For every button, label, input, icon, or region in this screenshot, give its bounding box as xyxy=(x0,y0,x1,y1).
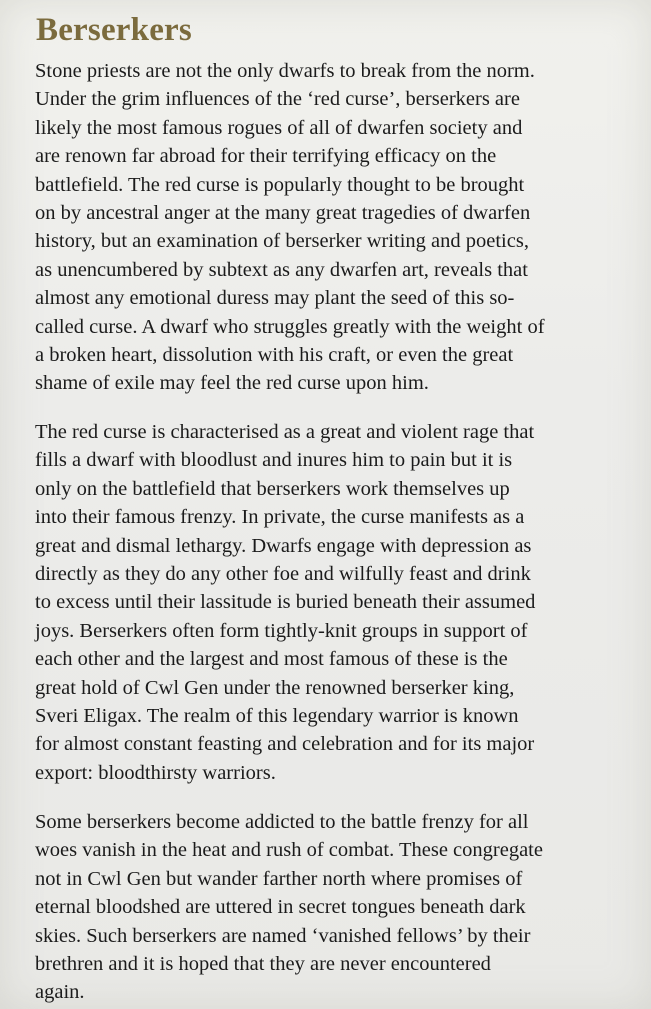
text-line: likely the most famous rogues of all of dwarfen society and xyxy=(35,116,523,139)
text-line: great and dismal lethargy. Dwarfs engage with depression as xyxy=(35,534,532,557)
text-line: brethren and it is hoped that they are never encountered xyxy=(35,953,491,976)
text-line: The red curse is characterised as a great and violent rage that xyxy=(35,421,535,443)
section-heading: Berserkers xyxy=(36,12,192,48)
paragraph-2 xyxy=(35,418,641,787)
text-line: directly as they do any other foe and wilfully feast and drink xyxy=(35,563,531,586)
text-line: for almost constant feasting and celebration and for its major xyxy=(35,733,535,756)
text-line: not in Cwl Gen but wander farther north where promises of xyxy=(35,867,523,890)
text-line: battlefield. The red curse is popularly thought to be brought xyxy=(35,173,525,196)
text-line: into their famous frenzy. In private, the curse manifests as a xyxy=(35,506,525,529)
text-line: fills a dwarf with bloodlust and inures him to pain but it is xyxy=(35,449,513,472)
text-line: great hold of Cwl Gen under the renowned berserker king, xyxy=(35,676,515,699)
text-line: almost any emotional duress may plant the seed of this so- xyxy=(35,287,515,310)
text-line: on by ancestral anger at the many great tragedies of dwarfen xyxy=(35,202,531,225)
text-line: joys. Berserkers often form tightly-knit groups in support of xyxy=(35,619,528,642)
text-line: only on the battlefield that berserkers work themselves up xyxy=(35,477,510,500)
text-line: shame of exile may feel the red curse upon him. xyxy=(35,372,429,395)
text-line: Sveri Eligax. The realm of this legendary warrior is known xyxy=(35,705,519,728)
text-line: called curse. A dwarf who struggles greatly with the weight of xyxy=(35,315,545,338)
text-line: to excess until their lassitude is buried beneath their assumed xyxy=(35,591,536,614)
text-line: export: bloodthirsty warriors. xyxy=(35,761,276,784)
text-line: Some berserkers become addicted to the battle frenzy for all xyxy=(35,811,529,833)
text-line: Under the grim influences of the ‘red curse’, berserkers are xyxy=(35,88,520,111)
text-line: again. xyxy=(35,981,85,1004)
text-line: woes vanish in the heat and rush of combat. These congregate xyxy=(35,839,543,862)
text-line: are renown far abroad for their terrifying efficacy on the xyxy=(35,145,497,168)
paragraph-1 xyxy=(35,57,641,398)
text-line: a broken heart, dissolution with his craft, or even the great xyxy=(35,344,514,367)
text-line: each other and the largest and most famous of these is the xyxy=(35,648,508,671)
text-line: skies. Such berserkers are named ‘vanished fellows’ by their xyxy=(35,924,531,947)
paragraph-3 xyxy=(35,808,641,1007)
text-line: Stone priests are not the only dwarfs to break from the norm. xyxy=(35,60,535,82)
text-line: history, but an examination of berserker writing and poetics, xyxy=(35,230,529,253)
text-line: eternal bloodshed are uttered in secret tongues beneath dark xyxy=(35,896,526,919)
text-line: as unencumbered by subtext as any dwarfen art, reveals that xyxy=(35,258,528,281)
